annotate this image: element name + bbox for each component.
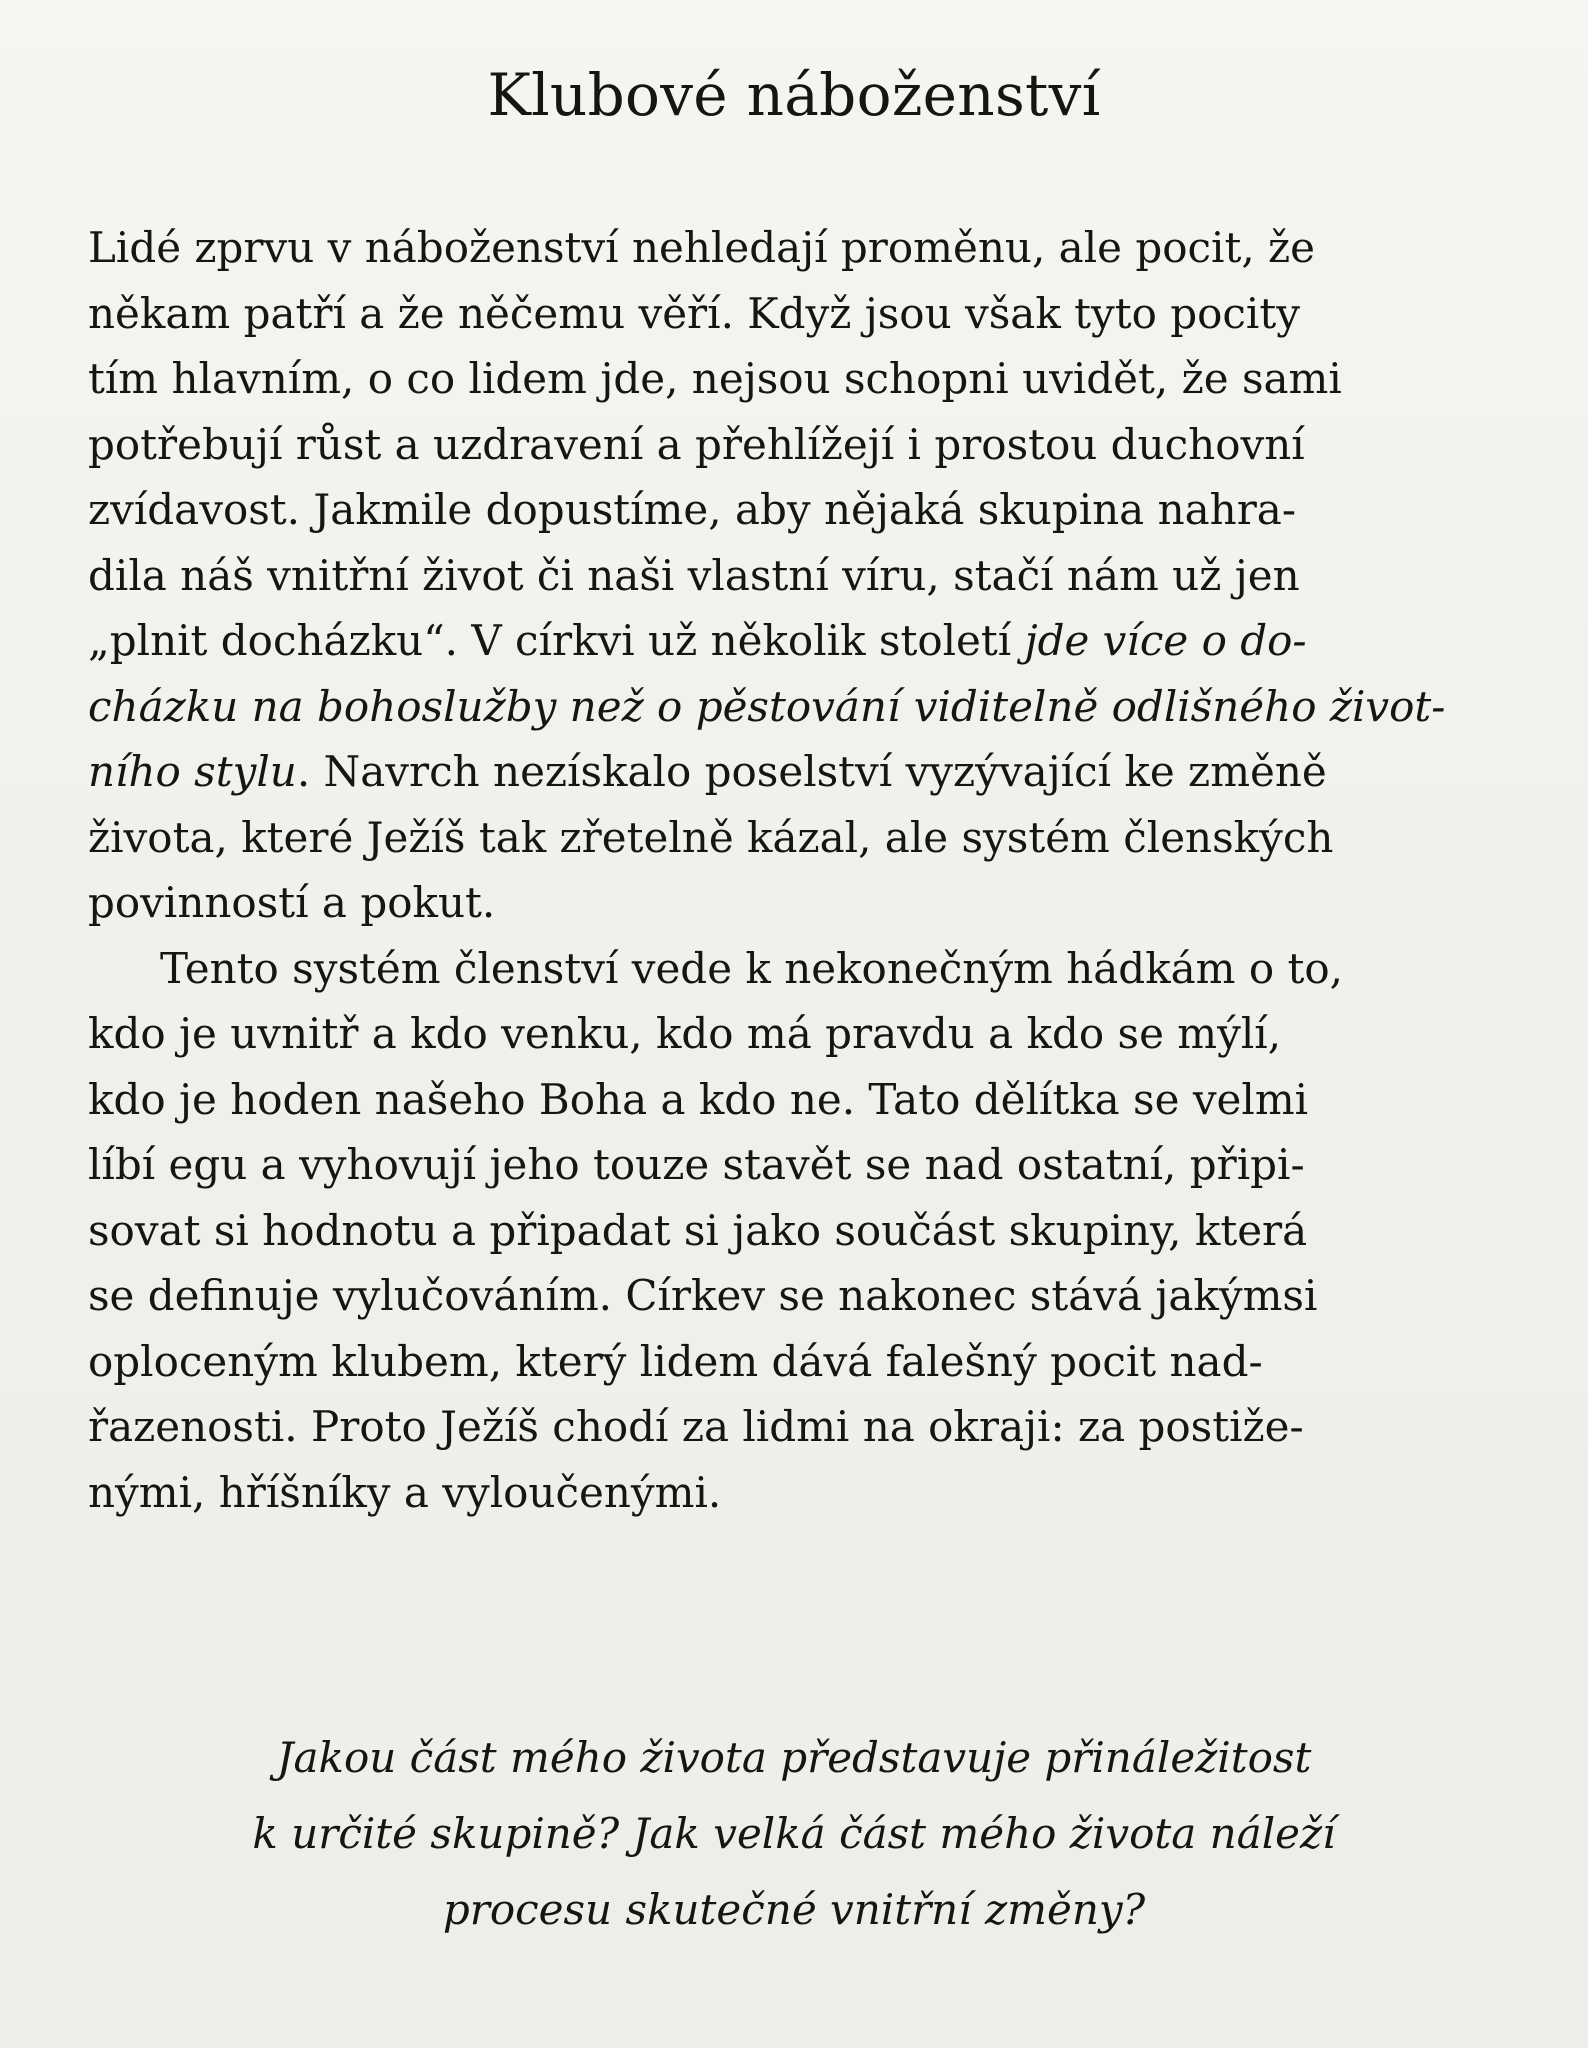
- text-line: potřebují růst a uzdravení a přehlížejí i prostou duchovní: [88, 419, 1305, 469]
- text-line: oploceným klubem, který lidem dává falešný pocit nad-: [88, 1336, 1263, 1386]
- question-line: Jakou část mého života představuje přináležitost: [276, 1733, 1312, 1782]
- italic-segment: jde více o do-: [1024, 616, 1307, 665]
- text-line: kdo je uvnitř a kdo venku, kdo má pravdu a kdo se mýlí,: [88, 1009, 1282, 1058]
- paragraph-2: [88, 936, 1488, 1526]
- text-line: cházku na bohoslužby než o pěstování viditelně odlišného život-: [88, 681, 1446, 731]
- page-title: Klubové náboženství: [487, 61, 1101, 129]
- question-line: k určité skupině? Jak velká část mého života náleží: [252, 1809, 1336, 1858]
- text-segment: . Navrch nezískalo poselství vyzývající ke změně: [296, 747, 1327, 796]
- text-line: nými, hříšníky a vyloučenými.: [88, 1467, 722, 1517]
- body-text: [88, 215, 1488, 1525]
- text-line: [88, 608, 1488, 674]
- text-line: života, které Ježíš tak zřetelně kázal, ale systém členských: [88, 812, 1334, 862]
- text-line: se definuje vylučováním. Církev se nakonec stává jakýmsi: [88, 1271, 1318, 1320]
- text-line: sovat si hodnotu a připadat si jako součást skupiny, která: [88, 1205, 1308, 1255]
- text-line: tím hlavním, o co lidem jde, nejsou schopni uvidět, že sami: [88, 354, 1342, 403]
- reflection-question: [0, 1720, 1588, 1948]
- text-segment: „plnit docházku“. V církvi už několik století: [88, 616, 1025, 665]
- text-line: povinností a pokut.: [88, 878, 496, 927]
- text-line: dila náš vnitřní život či naši vlastní víru, stačí nám už jen: [88, 550, 1300, 600]
- question-line: procesu skutečné vnitřní změny?: [442, 1885, 1146, 1934]
- text-line: [88, 739, 1488, 805]
- text-line: Tento systém členství vede k nekonečným hádkám o to,: [160, 943, 1344, 993]
- text-line: kdo je hoden našeho Boha a kdo ne. Tato dělítka se velmi: [88, 1074, 1309, 1124]
- italic-segment: ního stylu: [88, 747, 297, 796]
- text-line: zvídavost. Jakmile dopustíme, aby nějaká skupina nahra-: [88, 485, 1297, 534]
- text-line: někam patří a že něčemu věří. Když jsou však tyto pocity: [88, 288, 1300, 338]
- text-line: líbí egu a vyhovují jeho touze stavět se nad ostatní, připi-: [88, 1140, 1305, 1189]
- paragraph-1: [88, 215, 1488, 936]
- text-line: Lidé zprvu v náboženství nehledají proměnu, ale pocit, že: [88, 223, 1316, 272]
- text-line: řazenosti. Proto Ježíš chodí za lidmi na okraji: za postiže-: [88, 1402, 1304, 1451]
